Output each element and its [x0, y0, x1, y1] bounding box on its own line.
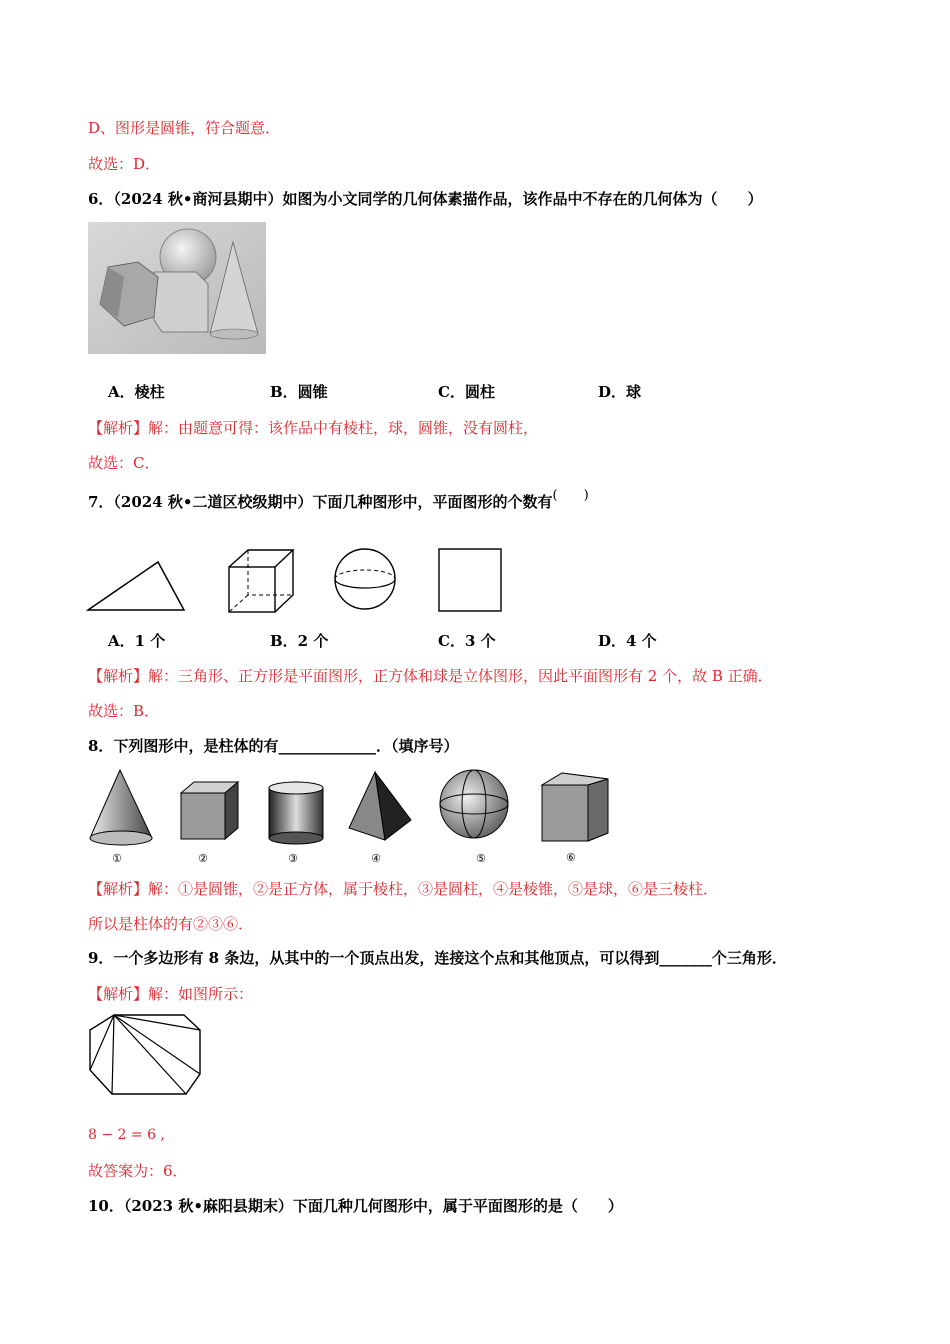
- q7-option-d: D．4 个: [598, 632, 657, 650]
- line-d-option: D、图形是圆锥，符合题意．: [88, 119, 281, 137]
- q6-option-c: C．圆柱: [438, 383, 495, 401]
- q6-option-b: B．圆锥: [270, 383, 328, 401]
- analysis-9: 【解析】解：如图所示：: [88, 985, 254, 1003]
- question-7: [88, 488, 589, 514]
- cylinder-figure: [266, 780, 328, 870]
- analysis-6: 【解析】解：由题意可得：该作品中有棱柱，球，圆锥，没有圆柱，: [88, 419, 539, 437]
- question-10: 10．（2023 秋•麻阳县期末）下面几种几何图形中，属于平面图形的是（ ）: [88, 1197, 623, 1215]
- sketch-image: [88, 222, 266, 354]
- q7-option-c: C．3 个: [438, 632, 496, 650]
- octagon-diagram: [86, 1012, 206, 1102]
- analysis-8: 【解析】解：①是圆锥，②是正方体，属于棱柱，③是圆柱，④是棱锥，⑤是球，⑥是三棱柱．: [88, 880, 719, 898]
- q7-option-b: B．2 个: [270, 632, 329, 650]
- prism-figure: [538, 771, 614, 870]
- q7-option-a: A．1 个: [108, 632, 166, 650]
- q6-option-d: D．球: [598, 383, 642, 401]
- question-9: 9．一个多边形有 8 条边，从其中的一个顶点出发，连接这个点和其他顶点，可以得到_______个三角形．: [88, 949, 787, 967]
- label-5: ⑤: [476, 852, 486, 865]
- answer-8: 所以是柱体的有②③⑥．: [88, 915, 254, 933]
- label-2: ②: [198, 852, 208, 865]
- sphere-figure: [332, 546, 398, 616]
- square-figure: [437, 547, 503, 617]
- question-8: 8．下列图形中，是柱体的有_____________．（填序号）: [88, 737, 459, 755]
- question-7-text: 7．（2024 秋•二道区校级期中）下面几种图形中，平面图形的个数有: [88, 493, 553, 511]
- cube-figure: [226, 547, 296, 619]
- ball-figure: [436, 768, 516, 870]
- answer-9: 故答案为：6．: [88, 1162, 188, 1180]
- equation-9: 8 − 2 = 6 ,: [88, 1127, 165, 1143]
- pyramid-figure: [345, 770, 417, 870]
- answer-6: 故选：C．: [88, 454, 160, 472]
- question-7-paren: ( ): [552, 488, 589, 503]
- label-3: ③: [288, 852, 298, 865]
- triangle-figure: [86, 560, 188, 618]
- cone-figure: [86, 768, 158, 870]
- answer-5: 故选：D．: [88, 155, 161, 173]
- q6-option-a: A．棱柱: [108, 383, 165, 401]
- label-1: ①: [112, 852, 122, 865]
- cube-solid-figure: [178, 780, 242, 870]
- label-6: ⑥: [566, 851, 576, 864]
- label-4: ④: [371, 852, 381, 865]
- answer-7: 故选：B．: [88, 702, 160, 720]
- analysis-7: 【解析】解：三角形、正方形是平面图形，正方体和球是立体图形，因此平面图形有 2 个，故 B 正确．: [88, 667, 773, 685]
- question-6: 6．（2024 秋•商河县期中）如图为小文同学的几何体素描作品，该作品中不存在的几何体为（ ）: [88, 190, 763, 208]
